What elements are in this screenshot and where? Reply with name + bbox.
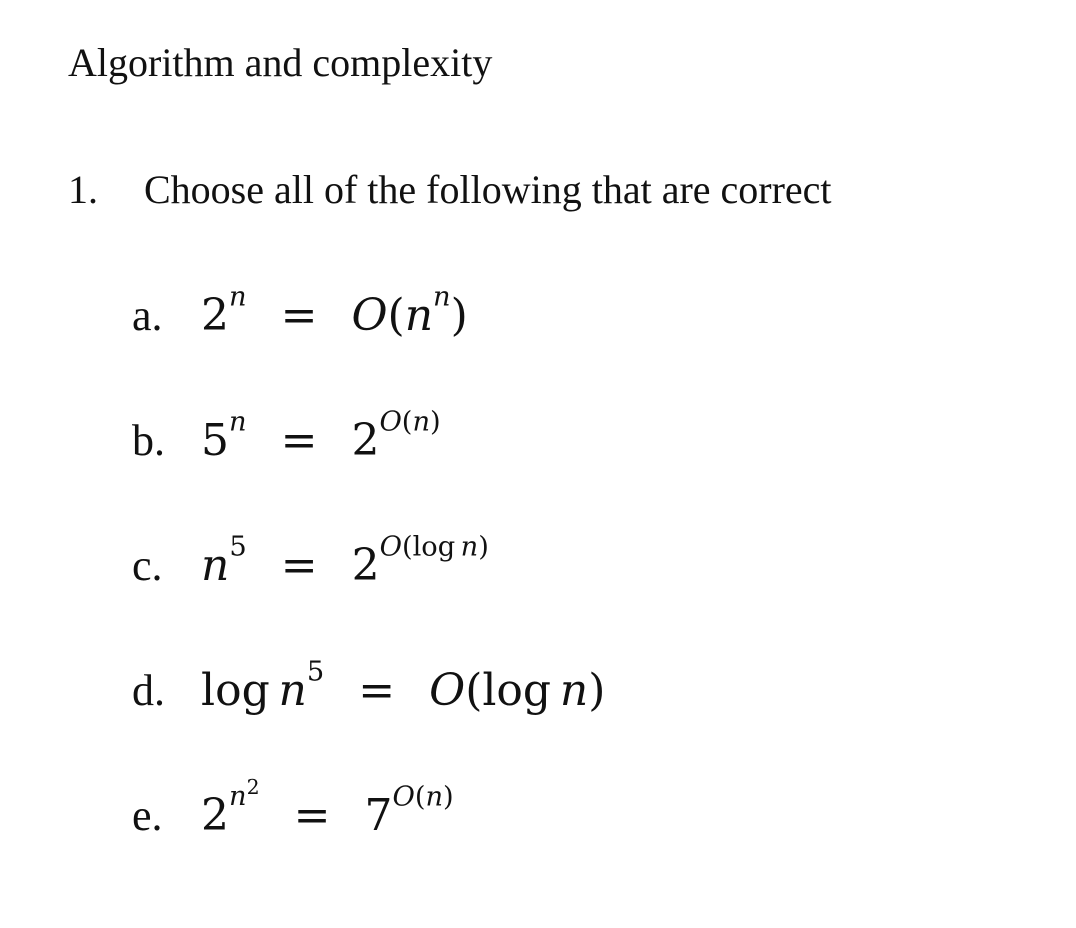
rhs-exponent-open-paren: ( [414, 781, 426, 813]
lhs-exponent: n [229, 406, 247, 438]
equals-sign: = [358, 665, 396, 716]
document-title: Algorithm and complexity [68, 40, 493, 85]
rhs-exponent-variable: n [412, 406, 430, 438]
equals-sign: = [280, 290, 318, 341]
rhs-exponent-variable: n [425, 781, 444, 813]
rhs-exponent-log: log [412, 531, 456, 563]
equals-sign: = [280, 540, 318, 591]
rhs-log: log [482, 665, 552, 716]
lhs-base: 2 [201, 790, 229, 841]
option-expression [201, 531, 489, 591]
rhs-exponent-open-paren: ( [401, 531, 413, 563]
lhs-variable: n [201, 540, 230, 591]
option-expression [201, 281, 468, 341]
lhs-exponent: 5 [306, 656, 325, 688]
rhs-exponent [392, 781, 453, 812]
equals-sign: = [280, 415, 318, 466]
question-number: 1. [68, 167, 98, 212]
rhs-exponent: n [433, 281, 451, 313]
lhs-exponent-variable: n [229, 781, 247, 813]
rhs-function: O [351, 290, 388, 341]
rhs-exponent-open-paren: ( [401, 406, 413, 438]
option-d [132, 656, 606, 786]
rhs-variable: n [404, 290, 434, 341]
rhs-open-paren: ( [465, 665, 483, 716]
rhs-close-paren: ) [588, 665, 606, 716]
rhs-base: 2 [351, 415, 380, 466]
question-text: Choose all of the following that are correct [144, 167, 832, 212]
lhs-base: 5 [201, 415, 229, 466]
rhs-function: O [429, 665, 466, 716]
rhs-exponent-close-paren: ) [443, 781, 454, 813]
option-e [132, 775, 605, 911]
option-expression [201, 775, 454, 841]
rhs-base: 2 [351, 540, 380, 591]
lhs-exponent [229, 775, 260, 813]
option-a [132, 281, 605, 411]
lhs-base: 2 [201, 290, 229, 341]
question-1 [68, 164, 832, 216]
option-b [132, 406, 605, 536]
equals-sign: = [293, 790, 331, 841]
rhs-exponent-close-paren: ) [478, 531, 489, 563]
option-label: d. [132, 666, 165, 715]
lhs-exponent-power: 2 [246, 775, 260, 800]
rhs-exponent-variable: n [460, 531, 479, 563]
option-label: e. [132, 791, 163, 840]
rhs-exponent-close-paren: ) [430, 406, 441, 438]
rhs-variable: n [559, 665, 589, 716]
rhs-exponent [380, 531, 489, 562]
option-label: b. [132, 416, 165, 465]
rhs-base: 7 [364, 790, 393, 841]
rhs-exponent-function: O [392, 781, 415, 813]
rhs-exponent-function: O [379, 531, 402, 563]
lhs-variable: n [278, 665, 307, 716]
option-expression [201, 656, 606, 716]
rhs-open-paren: ( [387, 290, 405, 341]
rhs-exponent [379, 406, 440, 437]
option-label: a. [132, 291, 163, 340]
lhs-log: log [201, 665, 270, 716]
rhs-close-paren: ) [450, 290, 468, 341]
rhs-exponent-function: O [379, 406, 402, 438]
option-expression [201, 406, 441, 466]
lhs-exponent: n [229, 281, 247, 313]
lhs-exponent: 5 [229, 531, 247, 563]
answer-options [132, 281, 606, 911]
option-c [132, 531, 605, 661]
option-label: c. [132, 541, 163, 590]
